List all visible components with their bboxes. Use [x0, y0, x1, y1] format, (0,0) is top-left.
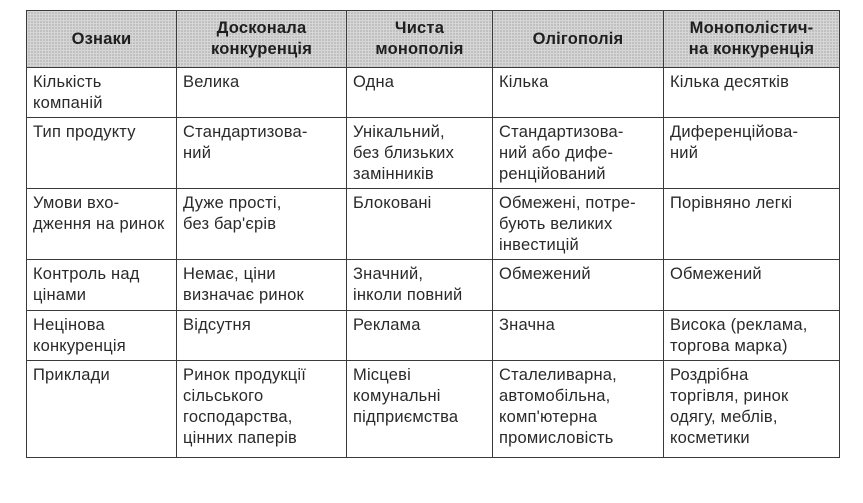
cell-text: Висока (реклама, торгова марка)	[670, 316, 808, 355]
cell-text: Унікальний, без близьких замінників	[353, 123, 455, 183]
table-cell	[664, 260, 840, 311]
row-label-cell	[27, 118, 177, 189]
cell-text: Кілька	[499, 73, 549, 91]
table-cell	[493, 68, 664, 118]
table-row	[27, 260, 840, 311]
table-cell	[664, 189, 840, 260]
cell-text: Сталеливарна, автомобільна, комп'ютерна промисловість	[499, 366, 617, 447]
table-cell	[347, 260, 493, 311]
cell-text: Відсутня	[183, 316, 252, 334]
cell-text: Значна	[499, 316, 555, 334]
table-row	[27, 68, 840, 118]
cell-text: Обмежені, потре- бують великих інвестицій	[499, 194, 636, 254]
cell-text: Диференційова- ний	[670, 123, 799, 162]
table-cell	[347, 118, 493, 189]
table-cell	[347, 311, 493, 361]
table-cell	[664, 361, 840, 458]
cell-text: Порівняно легкі	[670, 194, 793, 212]
cell-text: Роздрібна торгівля, ринок одягу, меблів, косметики	[670, 366, 789, 447]
header-cell-perfect-competition	[177, 11, 347, 68]
table-cell	[177, 68, 347, 118]
cell-text: Кілька десятків	[670, 73, 790, 91]
table-cell	[493, 118, 664, 189]
cell-text: Блоковані	[353, 194, 432, 212]
cell-text: Кількість компаній	[33, 73, 103, 112]
cell-text: Місцеві комунальні підприємства	[353, 366, 459, 426]
table-cell	[347, 68, 493, 118]
table-row	[27, 361, 840, 458]
row-label-cell	[27, 260, 177, 311]
cell-text: Стандартизова- ний	[183, 123, 308, 162]
header-cell-features	[27, 11, 177, 68]
market-structures-table	[26, 10, 840, 458]
table-cell	[493, 260, 664, 311]
cell-text: Стандартизова- ний або дифе- ренційований	[499, 123, 624, 183]
row-label-cell	[27, 311, 177, 361]
cell-text: Дуже прості, без бар'єрів	[183, 194, 282, 233]
header-row	[27, 11, 840, 68]
table-cell	[664, 118, 840, 189]
header-label: Ознаки	[71, 29, 132, 48]
header-label: Олігополія	[532, 29, 624, 48]
header-label: Чиста монополія	[375, 19, 464, 58]
header-label: Досконала конкуренція	[210, 19, 313, 58]
header-cell-monopolistic-competition	[664, 11, 840, 68]
cell-text: Тип продукту	[33, 123, 136, 141]
cell-text: Умови вхо- дження на ринок	[33, 194, 165, 233]
header-cell-pure-monopoly	[347, 11, 493, 68]
table-cell	[177, 260, 347, 311]
cell-text: Реклама	[353, 316, 421, 334]
header-cell-oligopoly	[493, 11, 664, 68]
row-label-cell	[27, 361, 177, 458]
table-cell	[177, 189, 347, 260]
cell-text: Обмежений	[670, 265, 762, 283]
table-cell	[177, 361, 347, 458]
cell-text: Контроль над цінами	[33, 265, 140, 304]
cell-text: Нецінова конкуренція	[33, 316, 126, 355]
table-cell	[347, 189, 493, 260]
header-label: Монополістич- на конкуренція	[688, 19, 815, 58]
table-row	[27, 189, 840, 260]
table-cell	[177, 118, 347, 189]
row-label-cell	[27, 189, 177, 260]
cell-text: Одна	[353, 73, 395, 91]
table-cell	[347, 361, 493, 458]
table-row	[27, 118, 840, 189]
table-cell	[493, 361, 664, 458]
cell-text: Приклади	[33, 366, 110, 384]
cell-text: Велика	[183, 73, 240, 91]
table-cell	[493, 189, 664, 260]
cell-text: Значний, інколи повний	[353, 265, 463, 304]
cell-text: Немає, ціни визначає ринок	[183, 265, 304, 304]
table-cell	[493, 311, 664, 361]
row-label-cell	[27, 68, 177, 118]
table-cell	[177, 311, 347, 361]
cell-text: Ринок продукції сільського господарства, цінних паперів	[183, 366, 307, 447]
table-cell	[664, 68, 840, 118]
table-row	[27, 311, 840, 361]
cell-text: Обмежений	[499, 265, 591, 283]
table-cell	[664, 311, 840, 361]
